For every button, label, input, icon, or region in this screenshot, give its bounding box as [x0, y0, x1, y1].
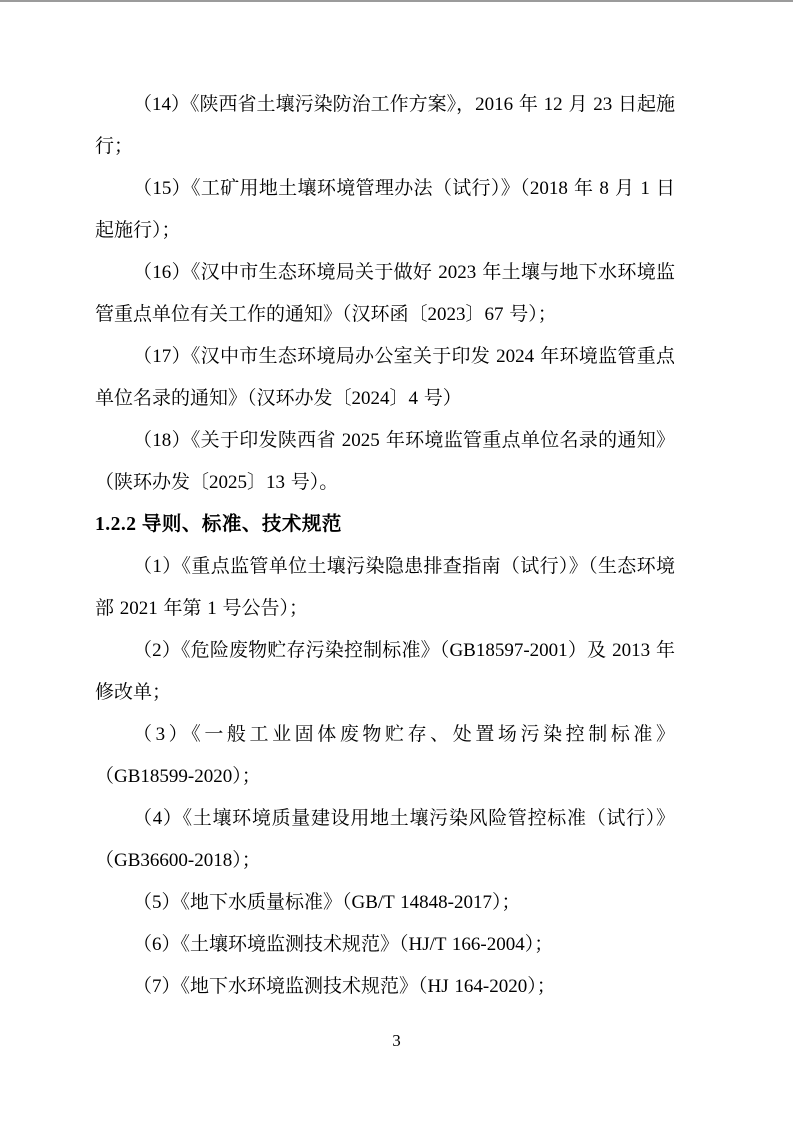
page-top-edge-divider: [0, 0, 793, 2]
reference-item-1: （1）《重点监管单位土壤污染隐患排查指南（试行）》（生态环境部 2021 年第 1 号公告）；: [95, 556, 675, 619]
page-number: 3: [392, 1031, 401, 1050]
reference-item-15: （15）《工矿用地土壤环境管理办法（试行）》（2018 年 8 月 1 日起施行）；: [95, 178, 675, 241]
reference-item-18: （18）《关于印发陕西省 2025 年环境监管重点单位名录的通知》（陕环办发〔2025〕13 号）。: [95, 430, 675, 493]
section-heading-1-2-2: 1.2.2 导则、标准、技术规范: [95, 514, 342, 535]
document-body: [95, 84, 675, 1008]
reference-item-6: （6）《土壤环境监测技术规范》（HJ/T 166-2004）；: [133, 934, 554, 955]
reference-item-5: （5）《地下水质量标准》（GB/T 14848-2017）；: [133, 892, 521, 913]
reference-item-7: （7）《地下水环境监测技术规范》（HJ 164-2020）；: [133, 976, 556, 997]
reference-item-16: （16）《汉中市生态环境局关于做好 2023 年土壤与地下水环境监管重点单位有关工作的通知》（汉环函〔2023〕67 号）；: [95, 262, 675, 325]
reference-item-3: （3）《一般工业固体废物贮存、处置场污染控制标准》（GB18599-2020）；: [95, 724, 675, 787]
reference-item-17: （17）《汉中市生态环境局办公室关于印发 2024 年环境监管重点单位名录的通知》（汉环办发〔2024〕4 号）: [95, 346, 675, 409]
reference-item-14: （14）《陕西省土壤污染防治工作方案》，2016 年 12 月 23 日起施行；: [95, 94, 675, 157]
reference-item-4: （4）《土壤环境质量建设用地土壤污染风险管控标准（试行）》（GB36600-2018）；: [95, 808, 675, 871]
reference-item-2: （2）《危险废物贮存污染控制标准》（GB18597-2001）及 2013 年修改单；: [95, 640, 675, 703]
